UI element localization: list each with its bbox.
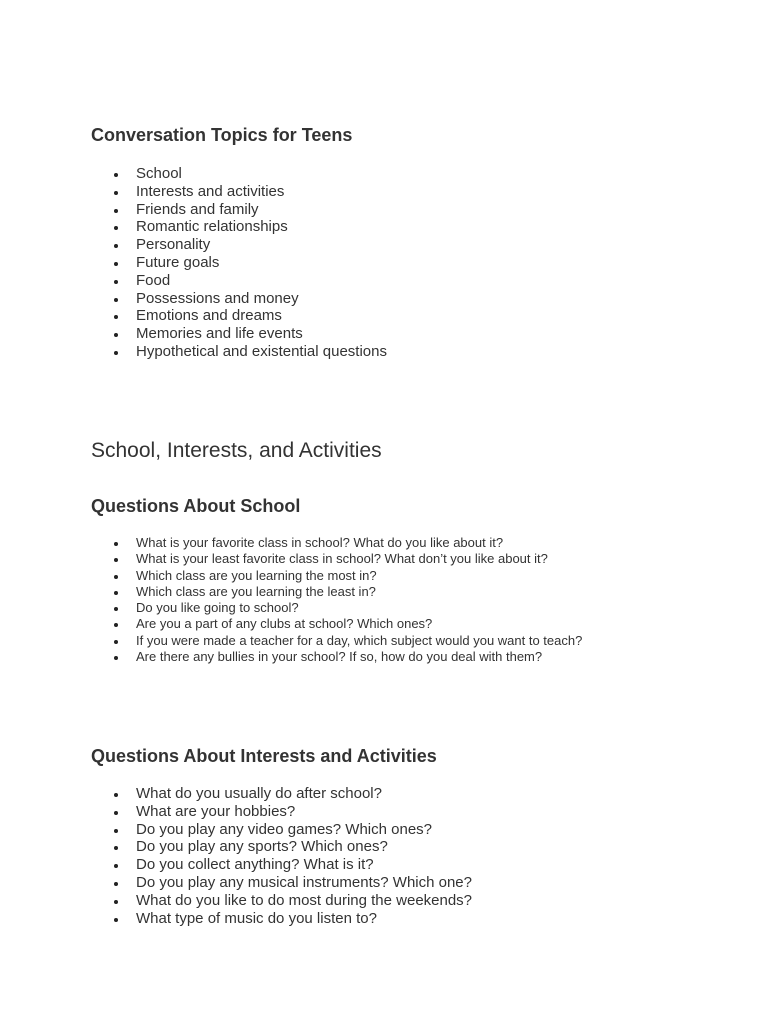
list-item: Are you a part of any clubs at school? Which ones? [91, 616, 582, 632]
list-item: What is your favorite class in school? What do you like about it? [91, 535, 582, 551]
list-item: Do you like going to school? [91, 600, 582, 616]
list-item: Are there any bullies in your school? If so, how do you deal with them? [91, 649, 582, 665]
list-item: Do you play any sports? Which ones? [91, 838, 472, 856]
school-heading: Questions About School [91, 496, 301, 516]
topics-heading: Conversation Topics for Teens [91, 125, 353, 145]
interests-questions-list [91, 785, 472, 927]
list-item: Do you collect anything? What is it? [91, 856, 472, 874]
list-item: Do you play any musical instruments? Which one? [91, 874, 472, 892]
list-item: Future goals [91, 254, 387, 272]
topics-list [91, 165, 387, 361]
list-item: Personality [91, 236, 387, 254]
list-item: What is your least favorite class in school? What don’t you like about it? [91, 551, 582, 567]
list-item: Emotions and dreams [91, 307, 387, 325]
list-item: Which class are you learning the least in? [91, 584, 582, 600]
list-item: Do you play any video games? Which ones? [91, 821, 472, 839]
interests-heading: Questions About Interests and Activities [91, 746, 437, 766]
list-item: School [91, 165, 387, 183]
list-item: What do you usually do after school? [91, 785, 472, 803]
list-item: Possessions and money [91, 290, 387, 308]
list-item: Interests and activities [91, 183, 387, 201]
list-item: If you were made a teacher for a day, which subject would you want to teach? [91, 633, 582, 649]
school-questions-list [91, 535, 582, 665]
list-item: Memories and life events [91, 325, 387, 343]
list-item: What type of music do you listen to? [91, 910, 472, 928]
list-item: What do you like to do most during the weekends? [91, 892, 472, 910]
list-item: Which class are you learning the most in? [91, 568, 582, 584]
list-item: Food [91, 272, 387, 290]
list-item: What are your hobbies? [91, 803, 472, 821]
list-item: Romantic relationships [91, 218, 387, 236]
list-item: Hypothetical and existential questions [91, 343, 387, 361]
section-heading: School, Interests, and Activities [91, 439, 382, 462]
list-item: Friends and family [91, 201, 387, 219]
